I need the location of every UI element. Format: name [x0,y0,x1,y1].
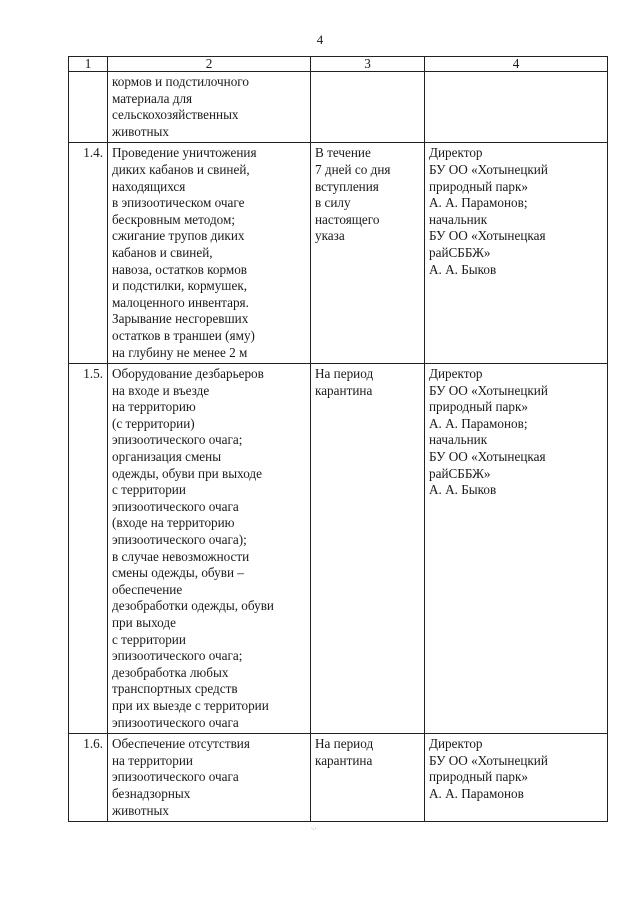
responsible-text-line: Директор [429,736,483,752]
term-text-line: карантина [315,752,373,768]
header-cell-1: 1 [69,57,108,72]
term-text-line: На период [315,366,374,382]
table-header-row [69,57,608,72]
measure-text-line: организация смены [112,449,222,465]
measure-text-line: животных [112,802,169,818]
measure-text-line: Оборудование дезбарьеров [112,366,264,382]
measure-text-cell [108,734,311,822]
responsible-text-line: начальник [429,432,488,448]
measure-text-cell [108,143,311,364]
measure-text-line: на территорию [112,399,196,415]
measure-text-line: и подстилки, кормушек, [112,278,248,294]
responsible-text-cell [425,364,608,734]
term-text-cell [311,734,425,822]
responsible-text-line: А. А. Быков [429,261,497,277]
measure-text-line: с территории [112,482,186,498]
item-number [69,72,108,143]
measure-text-line: малоценного инвентаря. [112,294,249,310]
responsible-text-line: А. А. Парамонов [429,785,524,801]
measure-text-line: находящихся [112,178,186,194]
table-row [69,143,608,364]
measure-text-line: сельскохозяйственных [112,107,239,123]
responsible-text-line: БУ ОО «Хотынецкий [429,161,548,177]
measure-text-line: в эпизоотическом очаге [112,195,245,211]
responsible-text-line: райСББЖ» [429,465,491,481]
responsible-text-line: Директор [429,366,483,382]
measure-text-line: при их выезде с территории [112,697,269,713]
measure-text-line: кормов и подстилочного [112,74,249,89]
responsible-text-line: БУ ОО «Хотынецкая [429,449,546,465]
measure-text-line: сжигание трупов диких [112,228,245,244]
measure-text-line: (с территории) [112,415,195,431]
measure-text-cell [108,364,311,734]
measure-text-line: навоза, остатков кормов [112,261,248,277]
responsible-text-line: Директор [429,145,483,161]
header-cell-2: 2 [108,57,311,72]
measure-text-line: на глубину не менее 2 м [112,344,248,360]
measure-text-line: остатков в траншеи (яму) [112,327,255,343]
measure-text-line: материала для [112,90,193,106]
responsible-text-line: природный парк» [429,178,529,194]
item-number: 1.6. [69,734,108,822]
header-cell-4: 4 [425,57,608,72]
term-text-line: На период [315,736,374,752]
term-text-line: 7 дней со дня [315,161,391,177]
measure-text-line: обеспечение [112,581,183,597]
measure-text-cell [108,72,311,143]
measure-text-line: одежды, обуви при выходе [112,465,262,481]
table-row [69,364,608,734]
responsible-text-line: А. А. Парамонов; [429,415,528,431]
measure-text-line: смены одежды, обуви – [112,565,244,581]
measure-text-line: дезобработки одежды, обуви [112,598,274,614]
measure-text-line: Проведение уничтожения [112,145,257,161]
responsible-text-cell [425,143,608,364]
term-text-cell [311,364,425,734]
table-row [69,72,608,143]
responsible-text-line: БУ ОО «Хотынецкий [429,382,548,398]
measure-text-line: эпизоотического очага; [112,432,243,448]
measure-text-line: (входе на территорию [112,515,235,531]
measure-text-line: эпизоотического очага; [112,648,243,664]
measure-text-line: при выходе [112,615,176,630]
measure-text-line: в случае невозможности [112,548,250,564]
term-text-line: вступления [315,178,379,194]
header-cell-3: 3 [311,57,425,72]
responsible-text-line: А. А. Быков [429,482,497,498]
term-text-line: карантина [315,382,373,398]
responsible-text-line: райСББЖ» [429,244,491,260]
scan-artifact: ·.· [311,826,317,832]
page-number: 4 [316,32,324,47]
measure-text-line: с территории [112,631,186,647]
table-row [69,734,608,822]
responsible-text-line: А. А. Парамонов; [429,195,528,211]
measure-text-line: диких кабанов и свиней, [112,161,250,177]
measure-text-line: животных [112,123,169,139]
measure-text-line: дезобработка любых [112,664,229,680]
measure-text-line: эпизоотического очага [112,714,239,730]
responsible-text-line: БУ ОО «Хотынецкая [429,228,546,244]
term-text-line: в силу [315,195,351,211]
measure-text-line: Зарывание несгоревших [112,311,249,327]
measure-text-line: эпизоотического очага [112,498,239,514]
measure-text-line: эпизоотического очага [112,769,239,785]
term-text-line: В течение [315,145,371,161]
measure-text-line: кабанов и свиней, [112,244,213,260]
measure-text-line: бескровным методом; [112,211,236,227]
measures-table [68,56,608,822]
measure-text-line: транспортных средств [112,681,238,697]
responsible-text-line: природный парк» [429,399,529,415]
measure-text-line: Обеспечение отсутствия [112,736,250,752]
measure-text-line: безнадзорных [112,785,191,801]
item-number: 1.5. [69,364,108,734]
term-text-line: указа [315,228,345,244]
responsible-text-cell [425,72,608,143]
measure-text-line: эпизоотического очага); [112,532,247,548]
term-text-cell [311,143,425,364]
measure-text-line: на входе и въезде [112,382,210,398]
responsible-text-line: БУ ОО «Хотынецкий [429,752,548,768]
responsible-text-cell [425,734,608,822]
responsible-text-line: начальник [429,211,488,227]
responsible-text-line: природный парк» [429,769,529,785]
item-number: 1.4. [69,143,108,364]
measure-text-line: на территории [112,752,193,768]
term-text-line: настоящего [315,211,380,227]
term-text-cell [311,72,425,143]
